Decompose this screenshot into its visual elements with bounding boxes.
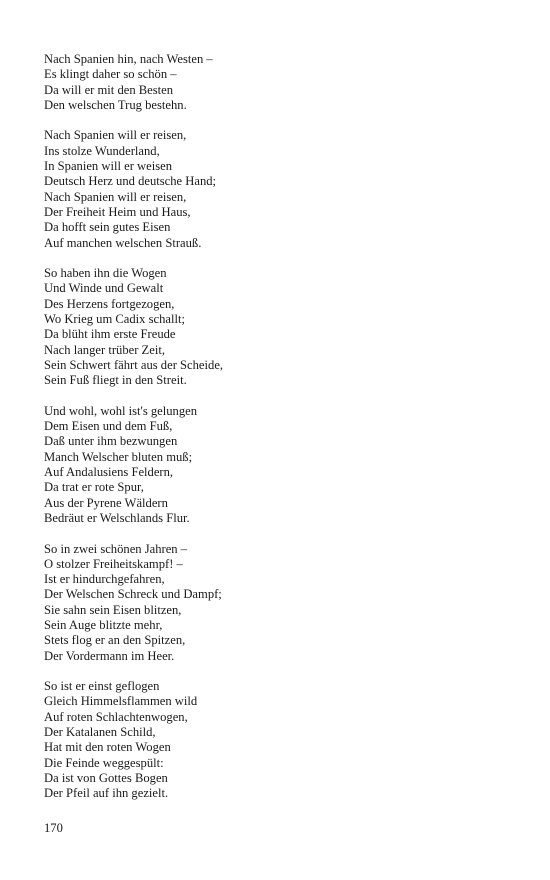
poem-line: Sein Auge blitzte mehr, — [44, 617, 163, 632]
poem-line: Da trat er rote Spur, — [44, 480, 144, 495]
poem-line: Sein Fuß fliegt in den Streit. — [44, 373, 187, 388]
poem-line: Nach Spanien hin, nach Westen – — [44, 52, 213, 66]
poem-line: Und Winde und Gewalt — [44, 281, 164, 296]
poem-line: Ins stolze Wunderland, — [44, 143, 160, 158]
poem-line: Da blüht ihm erste Freude — [44, 327, 176, 342]
stanza-2 — [44, 128, 514, 250]
poem-body — [44, 52, 514, 817]
poem-line: Stets flog er an den Spitzen, — [44, 633, 186, 648]
poem-line: So in zwei schönen Jahren – — [44, 541, 188, 556]
poem-line: Den welschen Trug bestehn. — [44, 97, 187, 112]
poem-line: Aus der Pyrene Wäldern — [44, 495, 168, 510]
page-number: 170 — [44, 821, 63, 835]
poem-line: Ist er hindurchgefahren, — [44, 572, 165, 587]
poem-line: Des Herzens fortgezogen, — [44, 296, 175, 311]
poem-line: Gleich Himmelsflammen wild — [44, 694, 198, 709]
poem-line: Nach Spanien will er reisen, — [44, 128, 187, 143]
poem-line: Sie sahn sein Eisen blitzen, — [44, 602, 182, 617]
poem-line: Wo Krieg um Cadix schallt; — [44, 312, 185, 327]
poem-line: Sein Schwert fährt aus der Scheide, — [44, 357, 224, 372]
poem-line: So ist er einst geflogen — [44, 679, 160, 694]
poem-line: Der Pfeil auf ihn gezielt. — [44, 786, 169, 801]
poem-line: Die Feinde weggespült: — [44, 755, 164, 770]
poem-line: Der Freiheit Heim und Haus, — [44, 204, 191, 219]
poem-line: So haben ihn die Wogen — [44, 266, 167, 281]
poem-line: Da will er mit den Besten — [44, 82, 174, 97]
poem-line: Hat mit den roten Wogen — [44, 740, 171, 755]
poem-line: Es klingt daher so schön – — [44, 67, 177, 82]
poem-line: Nach Spanien will er reisen, — [44, 189, 187, 204]
stanza-5 — [44, 542, 514, 664]
poem-line: Auf manchen welschen Strauß. — [44, 235, 202, 250]
poem-line: Da ist von Gottes Bogen — [44, 770, 168, 785]
poem-line: Daß unter ihm bezwungen — [44, 434, 178, 449]
poem-line: Da hofft sein gutes Eisen — [44, 220, 171, 235]
stanza-4 — [44, 404, 514, 526]
poem-line: Und wohl, wohl ist's gelungen — [44, 403, 198, 418]
poem-line: Der Vordermann im Heer. — [44, 648, 175, 663]
poem-line: In Spanien will er weisen — [44, 159, 173, 174]
poem-line: Auf roten Schlachtenwogen, — [44, 709, 188, 724]
poem-line: Manch Welscher bluten muß; — [44, 449, 193, 464]
stanza-3 — [44, 266, 514, 388]
stanza-1 — [44, 52, 514, 113]
stanza-6 — [44, 679, 514, 801]
poem-line: Bedräut er Welschlands Flur. — [44, 510, 190, 525]
poem-line: O stolzer Freiheitskampf! – — [44, 556, 183, 571]
poem-line: Auf Andalusiens Feldern, — [44, 465, 174, 480]
poem-line: Der Welschen Schreck und Dampf; — [44, 587, 222, 602]
poem-line: Nach langer trüber Zeit, — [44, 342, 165, 357]
poem-line: Dem Eisen und dem Fuß, — [44, 419, 173, 434]
poem-line: Deutsch Herz und deutsche Hand; — [44, 174, 217, 189]
poem-line: Der Katalanen Schild, — [44, 725, 156, 740]
